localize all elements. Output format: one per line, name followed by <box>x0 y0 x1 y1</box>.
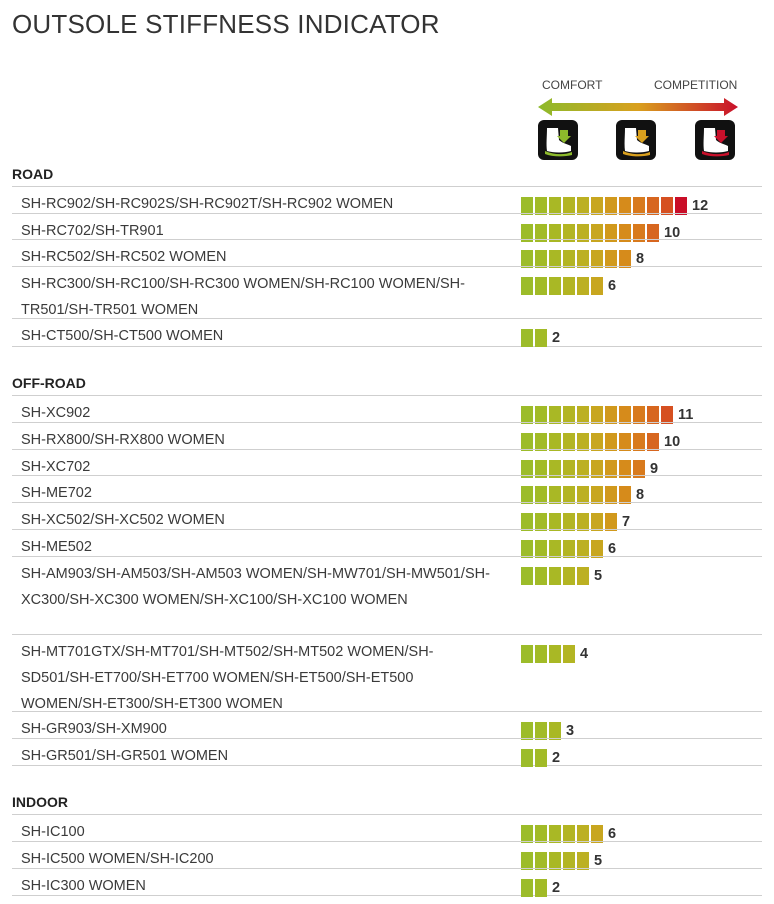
table-row <box>12 449 762 476</box>
stiffness-value: 2 <box>552 330 561 346</box>
table-row <box>12 634 762 712</box>
table-row <box>12 266 762 319</box>
model-name: SH-ME702 <box>21 485 92 501</box>
stiffness-value: 5 <box>594 853 603 869</box>
stiffness-segment <box>521 879 533 897</box>
stiffness-segment <box>535 645 547 663</box>
model-name: SH-XC502/SH-XC502 WOMEN <box>21 512 225 528</box>
table-row <box>12 841 762 869</box>
model-name: SH-GR501/SH-GR501 WOMEN <box>21 748 229 764</box>
model-name: SH-RX800/SH-RX800 WOMEN <box>21 432 225 448</box>
stiffness-segment <box>521 567 533 585</box>
table-row <box>12 422 762 450</box>
table-row <box>12 738 762 766</box>
stiffness-value: 10 <box>664 434 681 450</box>
table-row <box>12 529 762 557</box>
stiffness-bar <box>521 879 560 897</box>
mid-shoe-icon <box>616 120 656 160</box>
section-label-road: ROAD <box>12 166 54 182</box>
stiffness-value: 4 <box>580 646 589 662</box>
stiffness-segment <box>577 567 589 585</box>
stiffness-segment <box>535 277 547 295</box>
table-row <box>12 239 762 267</box>
double-arrow-icon <box>538 98 738 116</box>
stiffness-value: 6 <box>608 826 617 842</box>
stiffness-bar <box>521 277 616 295</box>
table-row <box>12 814 762 842</box>
stiffness-value: 6 <box>608 541 617 557</box>
stiffness-segment <box>521 277 533 295</box>
model-name: SH-RC702/SH-TR901 <box>21 223 164 239</box>
stiffness-segment <box>521 749 533 767</box>
comfort-label: COMFORT <box>542 78 603 92</box>
model-name: SH-RC300/SH-RC100/SH-RC300 WOMEN/SH-RC100 WOMEN/SH-TR501/SH-TR501 WOMEN <box>21 276 465 318</box>
stiffness-segment <box>535 879 547 897</box>
stiffness-segment <box>535 749 547 767</box>
stiffness-bar <box>521 645 588 663</box>
table-row <box>12 711 762 739</box>
stiffness-bar <box>521 567 602 585</box>
stiffness-value: 5 <box>594 568 603 584</box>
stiffness-value: 8 <box>636 487 645 503</box>
stiffness-segment <box>563 277 575 295</box>
stiffness-segment <box>591 277 603 295</box>
model-name: SH-GR903/SH-XM900 <box>21 721 167 737</box>
competition-shoe-icon <box>695 120 735 160</box>
stiffness-segment <box>549 277 561 295</box>
stiffness-value: 12 <box>692 198 709 214</box>
table-row <box>12 213 762 240</box>
stiffness-segment <box>577 277 589 295</box>
table-row <box>12 395 762 423</box>
model-name: SH-RC902/SH-RC902S/SH-RC902T/SH-RC902 WOMEN <box>21 196 394 212</box>
stiffness-value: 10 <box>664 225 681 241</box>
model-name: SH-MT701GTX/SH-MT701/SH-MT502/SH-MT502 WOMEN/SH-SD501/SH-ET700/SH-ET700 WOMEN/SH-ET500/SH-ET500 WOMEN/SH-ET300/SH-ET300 WOMEN <box>21 644 434 712</box>
stiffness-legend <box>530 74 750 166</box>
stiffness-bar <box>521 329 560 347</box>
section-label-off-road: OFF-ROAD <box>12 375 86 391</box>
stiffness-value: 3 <box>566 723 575 739</box>
stiffness-segment <box>549 645 561 663</box>
model-name: SH-XC702 <box>21 459 91 475</box>
stiffness-bar <box>521 749 560 767</box>
model-name: SH-CT500/SH-CT500 WOMEN <box>21 328 224 344</box>
stiffness-value: 7 <box>622 514 631 530</box>
model-name: SH-IC100 <box>21 824 85 840</box>
page-title: OUTSOLE STIFFNESS INDICATOR <box>12 9 440 39</box>
stiffness-value: 11 <box>678 407 694 423</box>
model-name: SH-IC500 WOMEN/SH-IC200 <box>21 851 214 867</box>
table-row <box>12 318 762 347</box>
stiffness-segment <box>549 567 561 585</box>
model-name: SH-AM903/SH-AM503/SH-AM503 WOMEN/SH-MW701/SH-MW501/SH-XC300/SH-XC300 WOMEN/SH-XC100/SH-XC100 WOMEN <box>21 566 490 608</box>
model-name: SH-RC502/SH-RC502 WOMEN <box>21 249 227 265</box>
stiffness-value: 8 <box>636 251 645 267</box>
table-row <box>12 502 762 530</box>
stiffness-value: 9 <box>650 461 659 477</box>
stiffness-segment <box>535 329 547 347</box>
stiffness-value: 2 <box>552 750 561 766</box>
section-label-indoor: INDOOR <box>12 794 68 810</box>
model-name: SH-IC300 WOMEN <box>21 878 146 894</box>
table-row <box>12 868 762 896</box>
stiffness-value: 2 <box>552 880 561 896</box>
table-row <box>12 475 762 503</box>
stiffness-segment <box>521 645 533 663</box>
competition-label: COMPETITION <box>654 78 738 92</box>
table-row <box>12 186 762 213</box>
stiffness-segment <box>563 567 575 585</box>
model-name: SH-ME502 <box>21 539 92 555</box>
stiffness-value: 6 <box>608 278 617 294</box>
table-row <box>12 556 762 635</box>
stiffness-segment <box>563 645 575 663</box>
model-name: SH-XC902 <box>21 405 91 421</box>
comfort-shoe-icon <box>538 120 578 160</box>
stiffness-segment <box>535 567 547 585</box>
stiffness-segment <box>521 329 533 347</box>
